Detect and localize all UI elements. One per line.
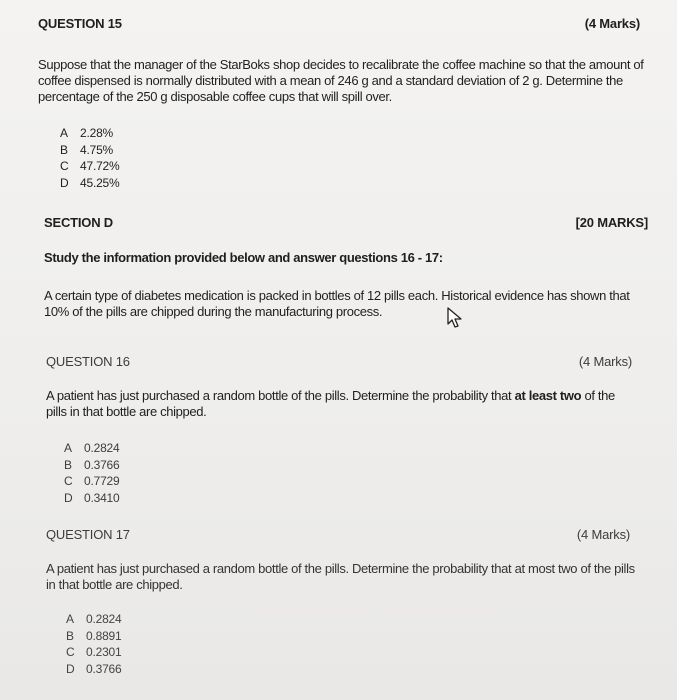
q17-option: B 0.8891: [66, 628, 122, 643]
section-d-header: [44, 215, 648, 230]
q17-option: A 0.2824: [66, 612, 122, 626]
section-d-instruction: Study the information provided below and answer questions 16 - 17:: [44, 250, 443, 265]
q15-option: A 2.28%: [60, 126, 114, 140]
section-d-marks: [20 MARKS]: [575, 215, 648, 230]
q15-option: B 4.75%: [60, 142, 114, 157]
q17-marks: (4 Marks): [576, 527, 630, 542]
q16-option: B 0.3766: [64, 457, 120, 472]
q16-header: [46, 354, 632, 369]
q15-options: [60, 125, 120, 191]
q15-heading: QUESTION 15: [38, 16, 122, 31]
section-d-heading: SECTION D: [44, 215, 113, 230]
q15-body: Suppose that the manager of the StarBoks shop decides to recalibrate the coffee machine so that the amount of coffee dispensed is normally distributed with a mean of 246 g and a standard deviation of 2 g. Determine the percentage of the 250 g disposable coffee cups that will spill over.: [38, 57, 644, 104]
q17-heading: QUESTION 17: [46, 527, 130, 542]
q15-marks: (4 Marks): [584, 16, 640, 31]
q16-option: C 0.7729: [64, 474, 120, 488]
q16-marks: (4 Marks): [578, 354, 632, 369]
q15-option: D 45.25%: [60, 175, 120, 190]
section-d-info: A certain type of diabetes medication is packed in bottles of 12 pills each. Historical evidence has shown that 10% of the pills are chipped during the manufacturing process.: [44, 288, 630, 319]
q17-body: A patient has just purchased a random bottle of the pills. Determine the probability that at most two of the pills in that bottle are chipped.: [46, 561, 635, 592]
q16-option: A 0.2824: [64, 441, 120, 455]
q16-options: [64, 440, 120, 506]
q17-header: [46, 527, 630, 542]
q16-heading: QUESTION 16: [46, 354, 130, 369]
pointer-arrow-icon: [445, 306, 467, 330]
q17-option: D 0.3766: [66, 661, 122, 676]
q16-option: D 0.3410: [64, 490, 120, 505]
q17-options: [66, 611, 122, 677]
q16-emphasis: at least two: [514, 388, 582, 403]
q15-header: [38, 16, 640, 31]
q17-option: C 0.2301: [66, 645, 122, 659]
q15-option: C 47.72%: [60, 159, 120, 173]
q16-body: A patient has just purchased a random bottle of the pills. Determine the probability that at least two of the pills in that bottle are chipped.: [46, 388, 615, 419]
